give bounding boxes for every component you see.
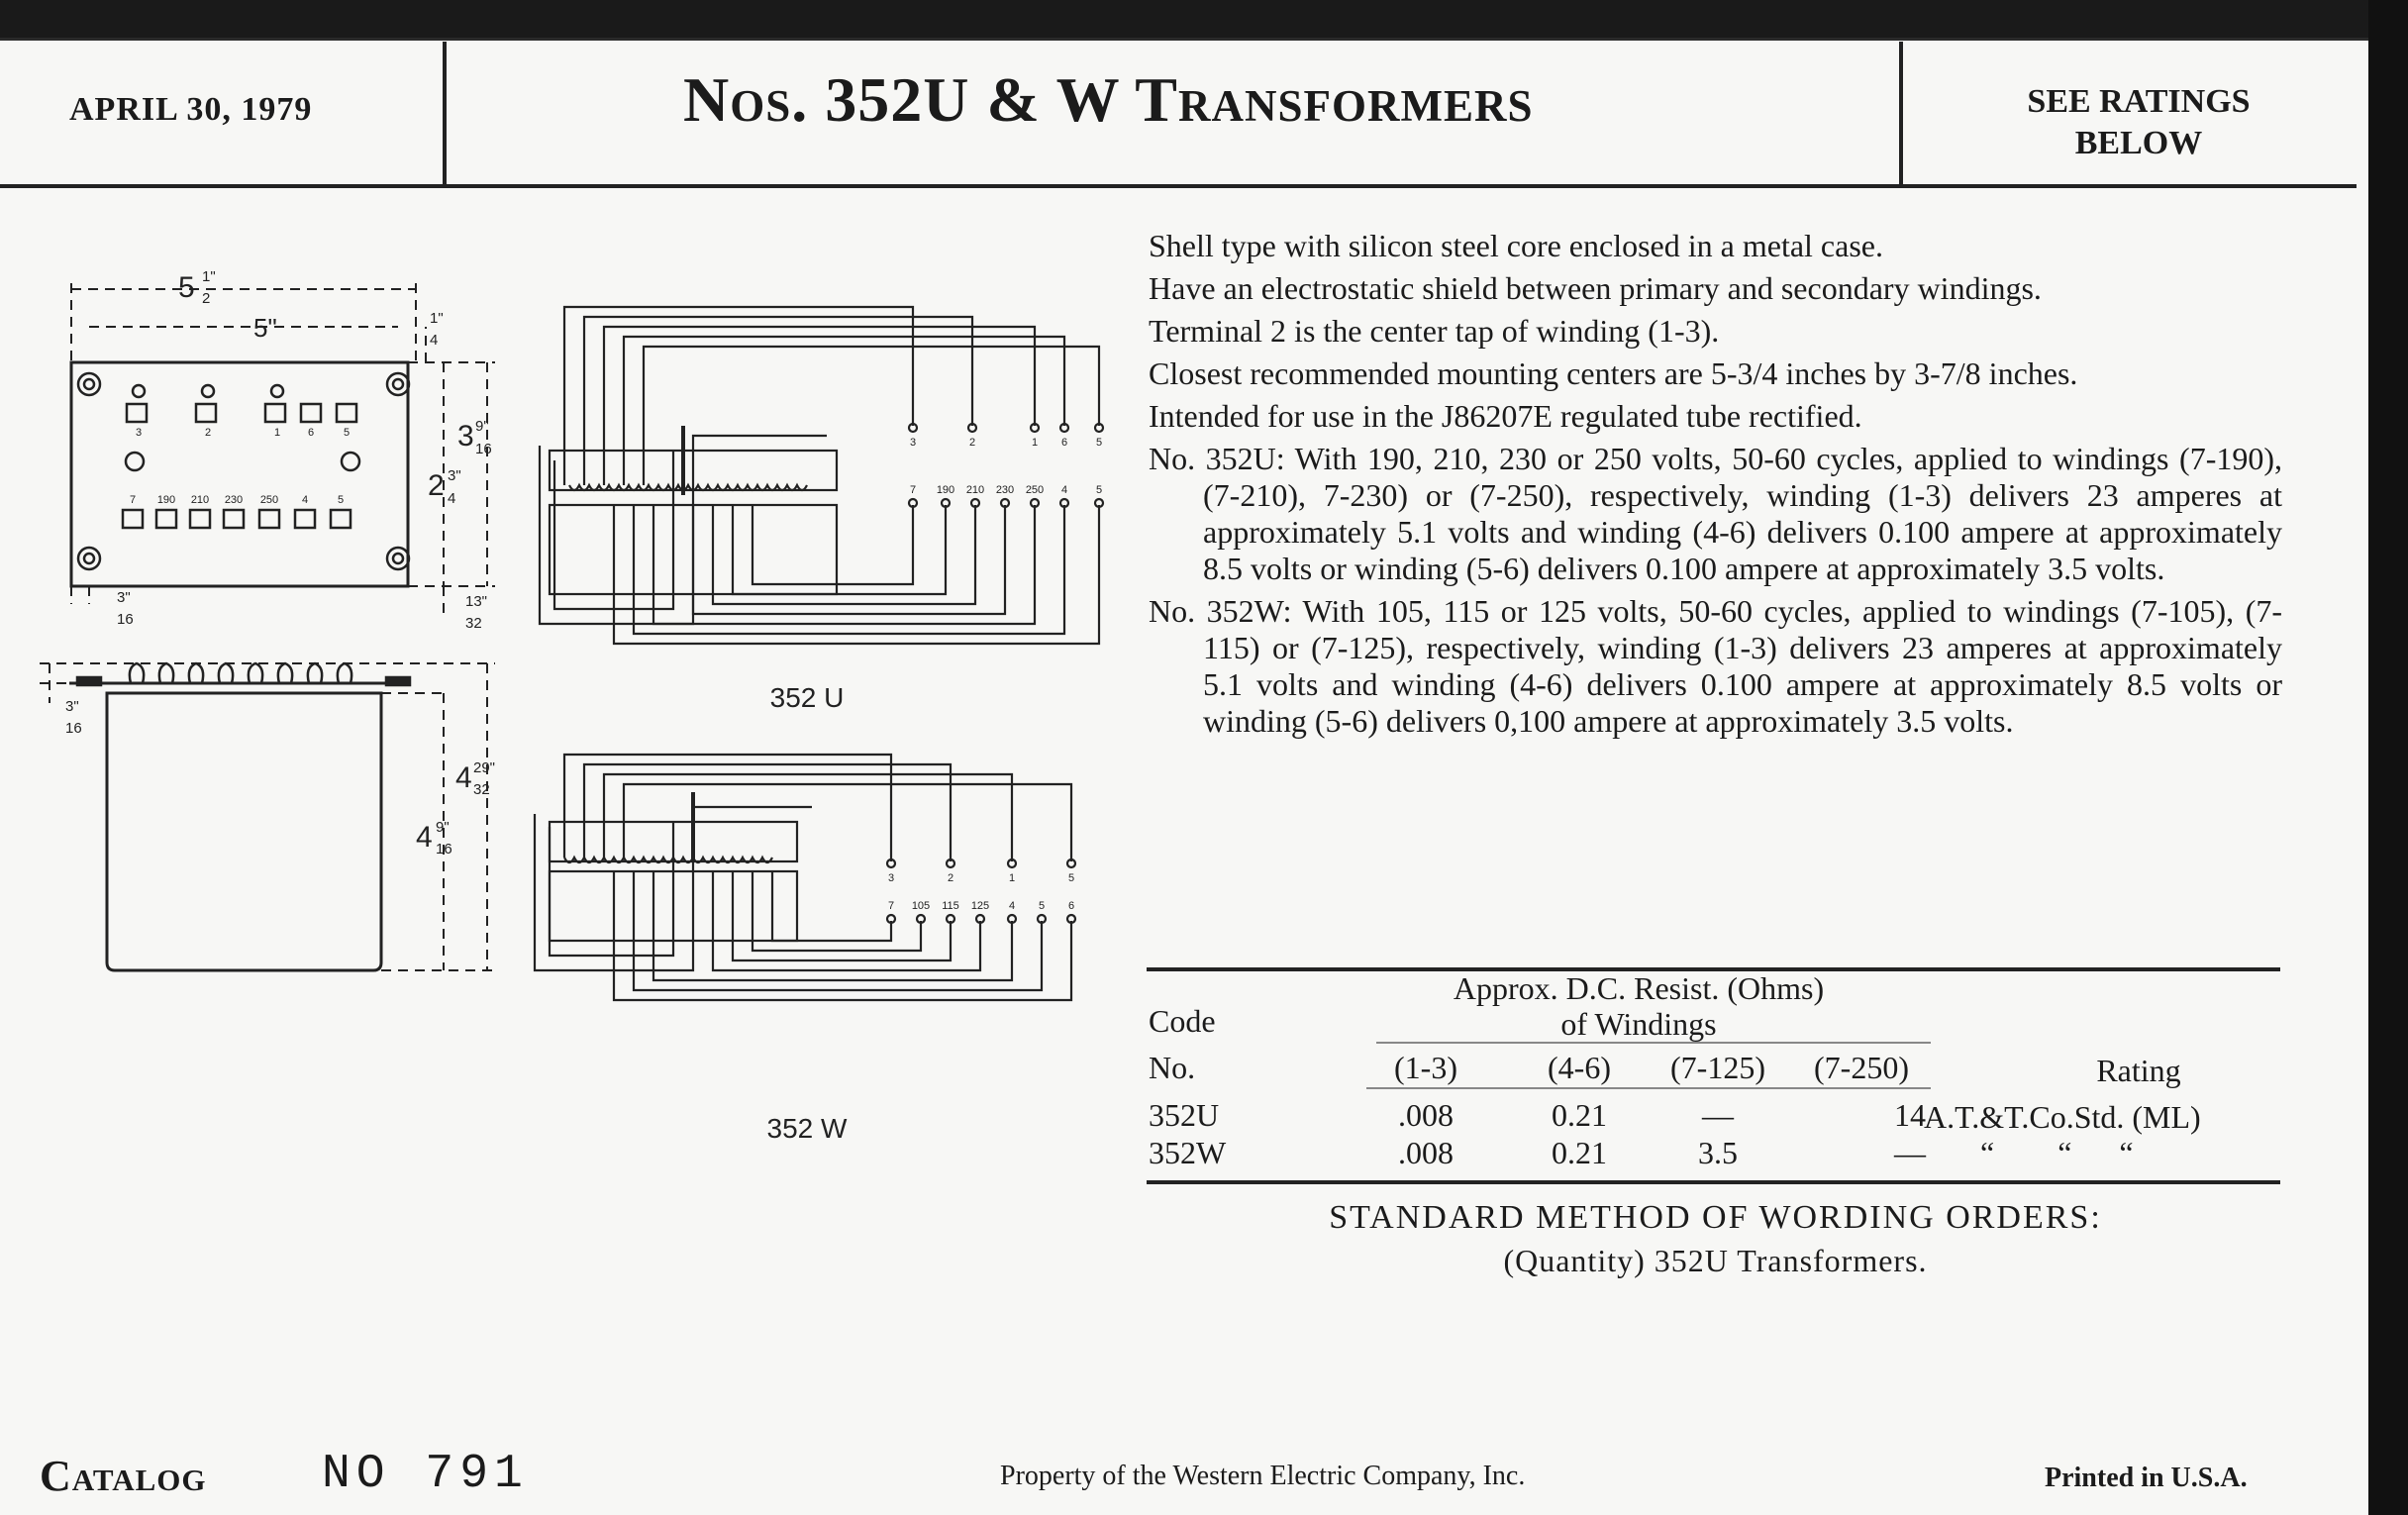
diagram-w-bottom-terminal: 7 — [887, 900, 895, 912]
header-divider-right — [1899, 42, 1903, 186]
description-paragraph: No. 352U: With 190, 210, 230 or 250 volts, 50-60 cycles, applied to windings (7-190), (7-210), 7-230) or (7-250), respectively, winding (1-3) delivers 23 amperes at approximately 5.1 volts and winding (4-6) delivers 0.100 ampere at approximately 8.5 volts or winding (5-6) delivers 0.100 ampere at approximately 3.5 volts. — [1149, 441, 2282, 586]
top-terminal-label: 3 — [135, 427, 143, 439]
group-header-line1: Approx. D.C. Resist. (Ohms) — [1453, 970, 1825, 1006]
diagram-u-top-terminal: 6 — [1060, 437, 1068, 449]
diagram-w-top-terminal: 2 — [947, 872, 954, 884]
dim-width-outer: 5 — [178, 271, 195, 304]
scan-edge — [2368, 0, 2408, 1515]
side-view-drawing — [40, 663, 495, 970]
top-terminal-label: 6 — [307, 427, 315, 439]
dim-side-margin-num: 3" — [65, 698, 79, 715]
description — [1149, 228, 2282, 746]
diagram-w-bottom-terminal: 125 — [970, 900, 990, 912]
header-top-rule — [0, 38, 2368, 41]
diagram-u-top-terminal: 1 — [1031, 437, 1039, 449]
diagram-u-bottom-terminal: 5 — [1095, 484, 1103, 496]
top-terminal-posts — [123, 385, 356, 528]
diagram-u-bottom-terminal: 230 — [995, 484, 1015, 496]
dim-width-outer-num: 1" — [202, 268, 216, 285]
winding-leads — [564, 755, 1071, 1000]
dim-total-height-num: 29" — [473, 759, 496, 776]
row-r13: .008 — [1398, 1135, 1454, 1170]
column-underline — [1366, 1087, 1931, 1089]
code-header: Code — [1149, 1003, 1216, 1039]
dim-width-outer-den: 2 — [202, 290, 211, 307]
catalog-number: NO 791 — [322, 1448, 529, 1501]
dim-case-height-num: 9" — [436, 819, 450, 836]
ratings-note — [1956, 81, 2322, 164]
bottom-terminal-label: 190 — [156, 494, 176, 506]
terminal-lugs — [130, 663, 351, 683]
dim-left-margin-num: 3" — [117, 589, 131, 606]
resistance-group-header — [1386, 970, 1891, 1042]
top-terminal-label: 1 — [273, 427, 281, 439]
diagram-w-top-terminal: 5 — [1067, 872, 1075, 884]
group-header-line2: of Windings — [1560, 1006, 1717, 1042]
printed-in: Printed in U.S.A. — [2045, 1463, 2248, 1493]
dim-height-outer-num: 3" — [448, 467, 461, 484]
header-divider-left — [443, 42, 447, 186]
description-paragraph: Terminal 2 is the center tap of winding (1-3). — [1149, 313, 1720, 349]
description-paragraph: Closest recommended mounting centers are 5-3/4 inches by 3-7/8 inches. — [1149, 355, 2078, 391]
mounting-holes — [78, 373, 409, 569]
row-code: 352W — [1149, 1135, 1227, 1170]
diagram-u-top-terminal: 3 — [909, 437, 917, 449]
diagram-w-bottom-terminal: 115 — [942, 900, 959, 912]
diagram-w-bottom-terminal: 105 — [911, 900, 931, 912]
description-paragraph: Have an electrostatic shield between primary and secondary windings. — [1149, 270, 2042, 306]
row-code: 352U — [1149, 1097, 1220, 1133]
col-header-1-3: (1-3) — [1394, 1050, 1457, 1085]
dim-height-inner-den: 16 — [475, 441, 492, 457]
rating-header: Rating — [2096, 1053, 2181, 1088]
description-paragraph: Shell type with silicon steel core enclosed in a metal case. — [1149, 228, 1883, 263]
dim-side-margin-den: 16 — [65, 720, 82, 737]
diagram-w-bottom-terminal: 4 — [1008, 900, 1016, 912]
dim-bottom-margin-num: 13" — [465, 593, 488, 610]
wiring-diagram-352w — [535, 755, 1075, 1144]
row-r46: 0.21 — [1552, 1097, 1607, 1133]
top-terminal-label: 5 — [343, 427, 351, 439]
diagram-w-top-terminal: 3 — [887, 872, 895, 884]
diagram-u-bottom-terminal: 250 — [1025, 484, 1045, 496]
row-r7125: 3.5 — [1698, 1135, 1738, 1170]
diagram-u-top-terminal: 5 — [1095, 437, 1103, 449]
dim-bottom-margin-den: 32 — [465, 615, 482, 632]
dim-height-outer-den: 4 — [448, 490, 456, 507]
dim-left-margin-den: 16 — [117, 611, 134, 628]
diagram-w-label: 352 W — [766, 1113, 848, 1144]
bottom-terminal-label: 7 — [129, 494, 137, 506]
dim-height-inner: 3 — [457, 420, 474, 453]
row-r7250: 14 — [1894, 1097, 1926, 1133]
winding-frames — [535, 792, 812, 970]
row-r7250: — — [1894, 1135, 1926, 1170]
description-paragraph: Intended for use in the J86207E regulated tube rectified. — [1149, 398, 1862, 434]
page-title: Nos. 352U & W Transformers — [683, 64, 1534, 135]
bottom-terminal-label: 230 — [224, 494, 244, 506]
row-rating: “ “ “ — [1980, 1135, 2134, 1170]
ratings-note-line2: BELOW — [2074, 125, 2203, 161]
dim-total-height: 4 — [455, 761, 472, 794]
top-view-outline — [71, 362, 408, 586]
diagram-u-bottom-terminal: 190 — [936, 484, 955, 496]
dim-edge-den: 4 — [430, 332, 439, 349]
group-underline — [1376, 1042, 1931, 1044]
table-bottom-rule — [1147, 1180, 2280, 1184]
diagram-u-top-terminal: 2 — [968, 437, 976, 449]
technical-drawings — [0, 188, 1129, 1178]
col-header-4-6: (4-6) — [1548, 1050, 1611, 1085]
ordering-example: (Quantity) 352U Transformers. — [1503, 1243, 1928, 1278]
diagram-w-top-terminal: 1 — [1008, 872, 1016, 884]
col-header-7-125: (7-125) — [1670, 1050, 1765, 1085]
flange-nut — [77, 677, 101, 685]
catalog-label: Catalog — [40, 1452, 207, 1500]
row-r7125: — — [1702, 1097, 1734, 1133]
property-notice: Property of the Western Electric Company, Inc. — [1000, 1461, 1526, 1491]
diagram-w-bottom-terminal: 6 — [1067, 900, 1075, 912]
diagram-u-bottom-terminal: 210 — [965, 484, 985, 496]
no-header: No. — [1149, 1050, 1196, 1085]
description-paragraph: No. 352W: With 105, 115 or 125 volts, 50-60 cycles, applied to windings (7-105), (7-115) or (7-125), respectively, winding (1-3) delivers 23 amperes at approximately 5.1 volts and winding (4-6) delivers 0.100 ampere at approximately 8.5 volts or winding (5-6) delivers 0,100 ampere at approximately 3.5 volts. — [1149, 593, 2282, 739]
ordering-heading: STANDARD METHOD OF WORDING ORDERS: — [1329, 1199, 2102, 1236]
diagram-w-bottom-terminal: 5 — [1038, 900, 1046, 912]
top-view-drawing — [71, 268, 495, 632]
dim-height-inner-num: 9" — [475, 418, 489, 435]
top-terminal-label: 2 — [204, 427, 212, 439]
diagram-u-bottom-terminal: 4 — [1060, 484, 1068, 496]
col-header-7-250: (7-250) — [1814, 1050, 1909, 1085]
dim-height-outer: 2 — [428, 469, 445, 502]
diagram-terminals — [887, 859, 1075, 923]
dim-width-inner: 5" — [253, 313, 277, 343]
case-outline — [107, 693, 381, 970]
bottom-terminal-label: 210 — [190, 494, 210, 506]
ratings-note-line1: SEE RATINGS — [2027, 83, 2251, 120]
dim-total-height-den: 32 — [473, 781, 490, 798]
diagram-u-bottom-terminal: 7 — [909, 484, 917, 496]
wiring-diagram-352u — [540, 307, 1103, 713]
bottom-terminal-label: 4 — [301, 494, 309, 506]
flange-nut — [386, 677, 410, 685]
dim-edge-num: 1" — [430, 310, 444, 327]
date: APRIL 30, 1979 — [69, 91, 313, 128]
row-r13: .008 — [1398, 1097, 1454, 1133]
dim-case-height: 4 — [416, 821, 433, 854]
bottom-terminal-label: 5 — [337, 494, 345, 506]
bottom-terminal-label: 250 — [259, 494, 279, 506]
diagram-u-label: 352 U — [769, 682, 845, 713]
dim-case-height-den: 16 — [436, 841, 452, 858]
row-r46: 0.21 — [1552, 1135, 1607, 1170]
row-rating: A.T.&T.Co.Std. (ML) — [1924, 1099, 2201, 1135]
